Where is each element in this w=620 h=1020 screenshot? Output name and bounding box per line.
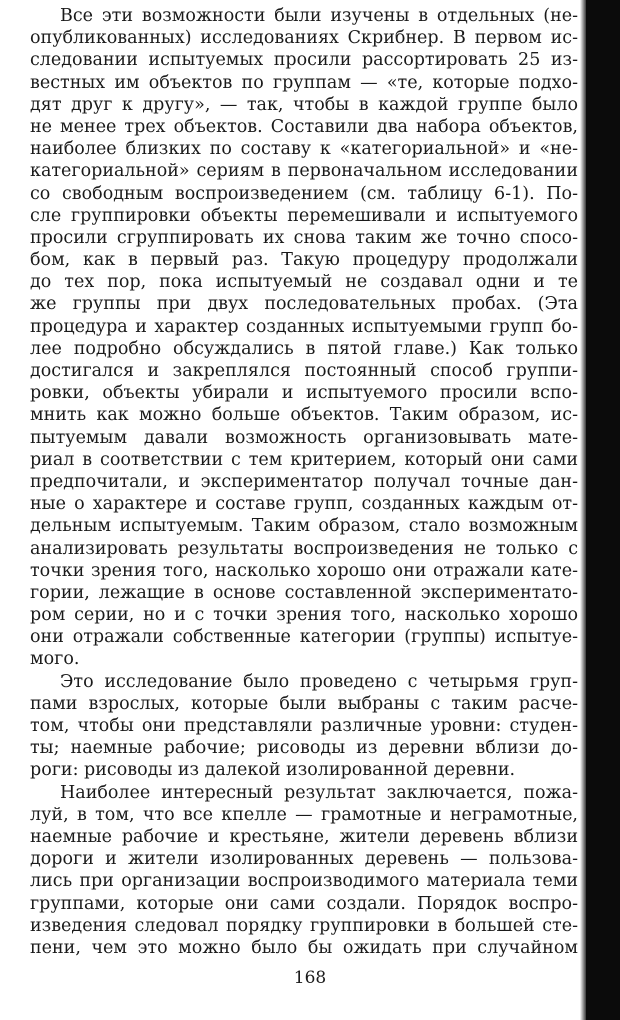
text-line: они отражали собственные категории (группы) испытуе- xyxy=(30,627,578,648)
text-line: Наиболее интересный результат заключается, пожа- xyxy=(60,782,578,803)
text-line: достигался и закреплялся постоянный способ группи- xyxy=(30,361,578,381)
text-line: предпочитали, и экспериментатор получал точные дан- xyxy=(30,471,578,492)
text-line: дельным испытуемым. Таким образом, стало возможным xyxy=(30,516,578,537)
text-line: категориальной» сериям в первоначальном исследовании xyxy=(30,161,578,182)
body-text xyxy=(30,5,578,959)
text-line: со свободным воспроизведением (см. таблицу 6-1). По- xyxy=(30,183,578,204)
text-line: до тех пор, пока испытуемый не создавал одни и те xyxy=(30,272,578,293)
text-line: опубликованных) исследованиях Скрибнер. В первом ис- xyxy=(30,28,578,49)
text-line: том, чтобы они представляли различные уровни: студен- xyxy=(30,716,578,736)
text-line: наиболее близких по составу к «категориальной» и «не- xyxy=(30,139,578,160)
text-line: луй, в том, что все кпелле — грамотные и неграмотные, xyxy=(30,804,578,825)
paragraph-1 xyxy=(30,5,578,671)
text-line: мого. xyxy=(30,649,80,670)
text-line: не менее трех объектов. Составили два набора объектов, xyxy=(30,116,578,137)
text-line: наемные рабочие и крестьяне, жители деревень вблизи xyxy=(30,826,578,847)
text-line: ты; наемные рабочие; рисоводы из деревни вблизи до- xyxy=(30,738,578,759)
text-line: анализировать результаты воспроизведения не только с xyxy=(30,538,578,559)
text-line: ровки, объекты убирали и испытуемого просили вспо- xyxy=(30,383,578,404)
text-line: ром серии, но и с точки зрения того, насколько хорошо xyxy=(30,605,578,626)
text-line: дороги и жители изолированных деревень — пользова- xyxy=(30,849,578,870)
text-line: следовании испытуемых просили рассортировать 25 из- xyxy=(30,50,578,71)
text-line: группами, которые они сами создали. Порядок воспро- xyxy=(30,893,578,914)
text-line: лись при организации воспроизводимого материала теми xyxy=(30,871,578,892)
text-line: Это исследование было проведено с четырьмя груп- xyxy=(60,671,578,692)
text-line: пени, чем это можно было бы ожидать при случайном xyxy=(30,937,578,958)
text-line: риал в соответствии с тем критерием, который они сами xyxy=(30,449,578,470)
text-line: вестных им объектов по группам — «те, которые подхо- xyxy=(30,72,578,93)
text-line: точки зрения того, насколько хорошо они отражали кате- xyxy=(30,560,578,581)
text-line: ные о характере и составе групп, созданных каждым от- xyxy=(30,494,578,515)
text-line: роги: рисоводы из далекой изолированной деревни. xyxy=(30,760,516,781)
text-line: лее подробно обсуждались в пятой главе.) Как только xyxy=(30,338,578,359)
text-line: же группы при двух последовательных пробах. (Эта xyxy=(30,294,578,315)
text-line: изведения следовал порядку группировки в большей сте- xyxy=(30,915,578,936)
paragraph-2 xyxy=(30,671,578,782)
text-line: процедура и характер созданных испытуемыми групп бо- xyxy=(30,316,578,337)
text-line: пами взрослых, которые были выбраны с таким расче- xyxy=(30,693,578,714)
paragraph-3 xyxy=(30,782,578,960)
text-line: просили сгруппировать их снова таким же точно спосо- xyxy=(30,227,578,248)
text-line: сле группировки объекты перемешивали и испытуемого xyxy=(30,205,578,226)
text-line: мнить как можно больше объектов. Таким образом, ис- xyxy=(30,405,578,426)
text-line: дят друг к другу», — так, чтобы в каждой группе было xyxy=(30,94,578,115)
text-line: бом, как в первый раз. Такую процедуру продолжали xyxy=(30,250,578,271)
page-number: 168 xyxy=(293,968,327,988)
text-line: гории, лежащие в основе составленной экспериментато- xyxy=(30,582,578,603)
binding-shadow xyxy=(586,0,620,1020)
text-line: пытуемым давали возможность организовывать мате- xyxy=(30,427,578,448)
text-line: Все эти возможности были изучены в отдельных (не- xyxy=(60,6,578,26)
